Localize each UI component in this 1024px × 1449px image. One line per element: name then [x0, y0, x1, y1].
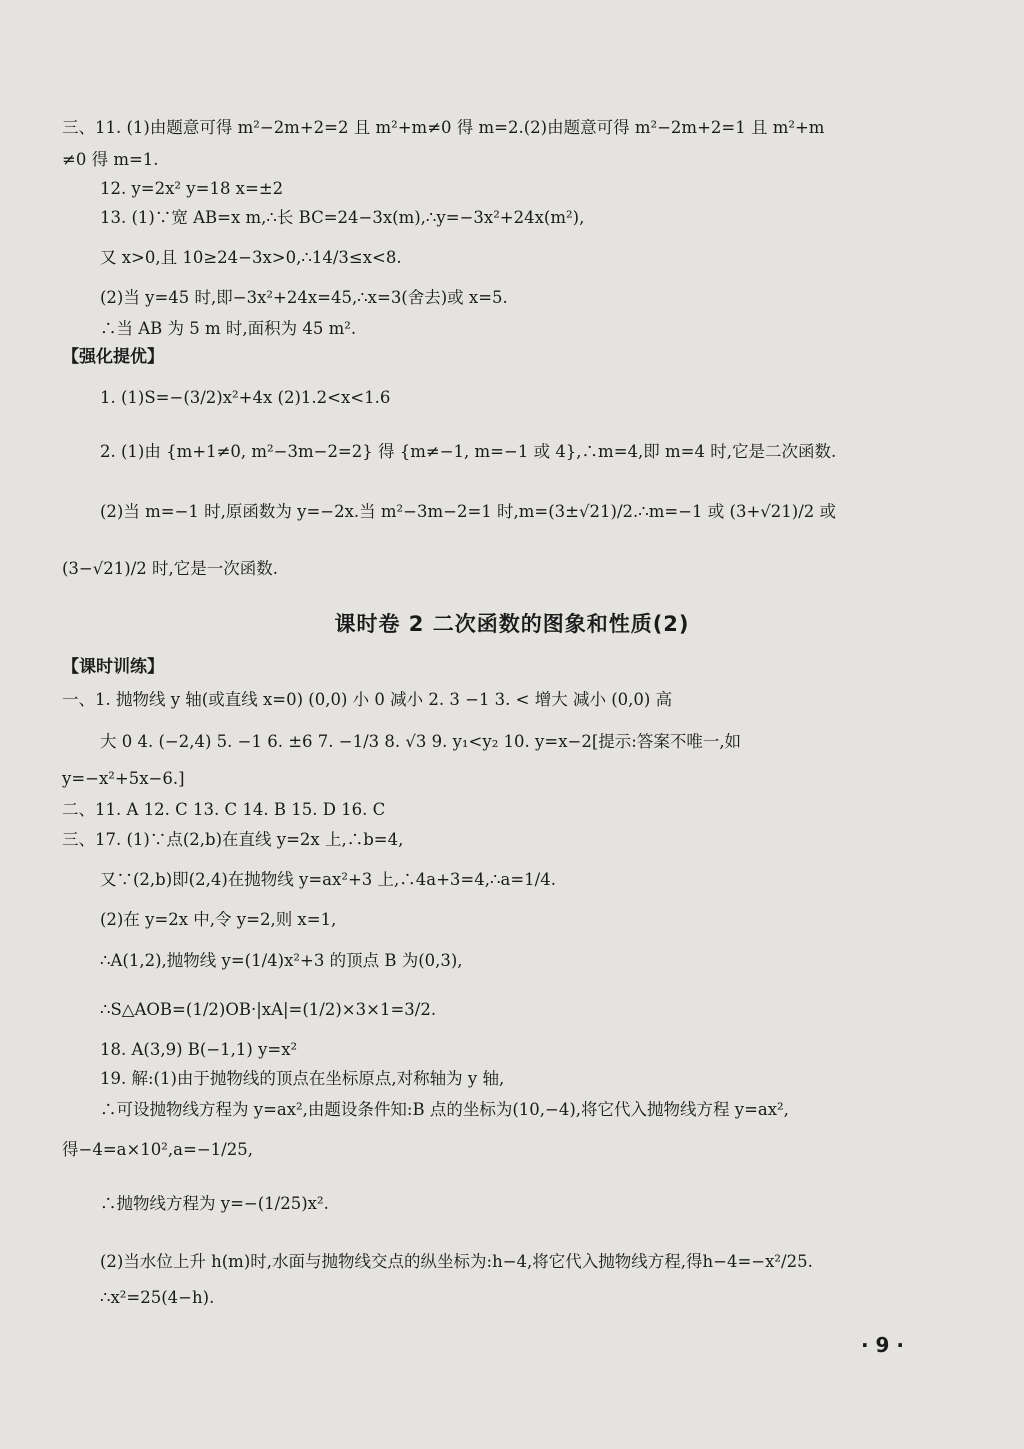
training-line16: ∴x²=25(4−h). [100, 1288, 215, 1307]
page-number: · 9 · [860, 1333, 904, 1357]
q12-line: 12. y=2x² y=18 x=±2 [100, 179, 284, 198]
enhance-heading: 【强化提优】 [62, 347, 164, 367]
training-line2: 大 0 4. (−2,4) 5. −1 6. ±6 7. −1/3 8. √3 9. y₁<y₂ 10. y=x−2[提示:答案不唯一,如 [100, 732, 742, 751]
training-line10: 18. A(3,9) B(−1,1) y=x² [100, 1040, 298, 1059]
q13-line3: (2)当 y=45 时,即−3x²+24x=45,∴x=3(舍去)或 x=5. [100, 288, 508, 307]
training-line9: ∴S△AOB=(1/2)OB·|xA|=(1/2)×3×1=3/2. [100, 1000, 437, 1019]
enhance-q1: 1. (1)S=−(3/2)x²+4x (2)1.2<x<1.6 [100, 388, 391, 407]
enhance-q2-line2: (2)当 m=−1 时,原函数为 y=−2x.当 m²−3m−2=1 时,m=(3±√21)/2.∴m=−1 或 (3+√21)/2 或 [100, 502, 837, 521]
training-line14: ∴抛物线方程为 y=−(1/25)x². [100, 1194, 329, 1213]
training-line1: 一、1. 抛物线 y 轴(或直线 x=0) (0,0) 小 0 减小 2. 3 −1 3. < 增大 减小 (0,0) 高 [62, 690, 673, 709]
training-line15: (2)当水位上升 h(m)时,水面与抛物线交点的纵坐标为:h−4,将它代入抛物线方程,得h−4=−x²/25. [100, 1252, 813, 1271]
q11-line1: 三、11. (1)由题意可得 m²−2m+2=2 且 m²+m≠0 得 m=2.(2)由题意可得 m²−2m+2=1 且 m²+m [62, 118, 825, 137]
training-line5: 三、17. (1)∵点(2,b)在直线 y=2x 上,∴b=4, [62, 830, 404, 849]
enhance-q2-line1: 2. (1)由 {m+1≠0, m²−3m−2=2} 得 {m≠−1, m=−1 或 4},∴m=4,即 m=4 时,它是二次函数. [100, 442, 837, 461]
training-line6: 又∵(2,b)即(2,4)在抛物线 y=ax²+3 上,∴4a+3=4,∴a=1/4. [100, 870, 556, 889]
q11-line2: ≠0 得 m=1. [62, 150, 159, 169]
q13-line1: 13. (1)∵宽 AB=x m,∴长 BC=24−3x(m),∴y=−3x²+24x(m²), [100, 208, 585, 227]
training-line4: 二、11. A 12. C 13. C 14. B 15. D 16. C [62, 800, 386, 819]
section-title: 课时卷 2 二次函数的图象和性质(2) [334, 612, 690, 636]
training-line8: ∴A(1,2),抛物线 y=(1/4)x²+3 的顶点 B 为(0,3), [100, 951, 463, 970]
training-line3: y=−x²+5x−6.] [62, 769, 185, 788]
training-heading: 【课时训练】 [62, 657, 164, 677]
training-line13: 得−4=a×10²,a=−1/25, [62, 1140, 253, 1159]
training-line11: 19. 解:(1)由于抛物线的顶点在坐标原点,对称轴为 y 轴, [100, 1069, 505, 1088]
training-line12: ∴可设抛物线方程为 y=ax²,由题设条件知:B 点的坐标为(10,−4),将它代入抛物线方程 y=ax², [100, 1100, 789, 1119]
q13-line2: 又 x>0,且 10≥24−3x>0,∴14/3≤x<8. [100, 248, 402, 267]
training-line7: (2)在 y=2x 中,令 y=2,则 x=1, [100, 910, 337, 929]
q13-line4: ∴当 AB 为 5 m 时,面积为 45 m². [100, 319, 357, 338]
enhance-q2-line3: (3−√21)/2 时,它是一次函数. [62, 559, 278, 578]
